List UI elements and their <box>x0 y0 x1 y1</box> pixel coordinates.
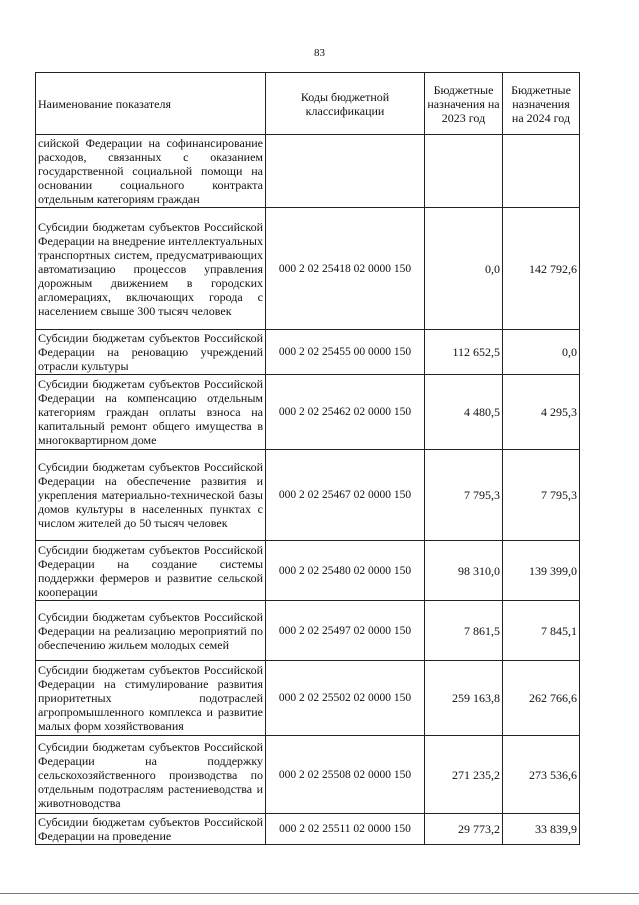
table-header-row <box>36 73 580 135</box>
value-2024: 33 839,9 <box>503 814 580 845</box>
value-2023: 4 480,5 <box>425 375 503 450</box>
value-2023: 0,0 <box>425 208 503 330</box>
value-2023: 98 310,0 <box>425 541 503 601</box>
table-row <box>36 601 580 661</box>
budget-code: 000 2 02 25418 02 0000 150 <box>266 208 425 330</box>
indicator-name: Субсидии бюджетам субъектов Российской Федерации на проведение <box>36 814 266 845</box>
page-number: 83 <box>314 47 325 59</box>
budget-code: 000 2 02 25462 02 0000 150 <box>266 375 425 450</box>
value-2023: 259 163,8 <box>425 661 503 736</box>
value-2024 <box>503 135 580 208</box>
indicator-name: Субсидии бюджетам субъектов Российской Федерации на поддержку сельскохозяйственного производства по отдельным подотраслям растениеводства и животноводства <box>36 736 266 814</box>
indicator-name: Субсидии бюджетам субъектов Российской Федерации на внедрение интеллектуальных транспортных систем, предусматривающих автоматизацию процессов управления дорожным движением в городских агломерациях, включающих города с населением свыше 300 тысяч человек <box>36 208 266 330</box>
value-2024: 0,0 <box>503 330 580 375</box>
value-2024: 139 399,0 <box>503 541 580 601</box>
table-row <box>36 661 580 736</box>
page-bottom-divider <box>0 893 639 894</box>
value-2023: 29 773,2 <box>425 814 503 845</box>
indicator-name: Субсидии бюджетам субъектов Российской Федерации на стимулирование развития приоритетных подотраслей агропромышленного комплекса и развитие малых форм хозяйствования <box>36 661 266 736</box>
budget-code: 000 2 02 25480 02 0000 150 <box>266 541 425 601</box>
budget-code: 000 2 02 25502 02 0000 150 <box>266 661 425 736</box>
table-row <box>36 375 580 450</box>
value-2023: 7 861,5 <box>425 601 503 661</box>
table-row <box>36 450 580 541</box>
budget-table <box>35 72 580 845</box>
value-2024: 262 766,6 <box>503 661 580 736</box>
budget-code: 000 2 02 25467 02 0000 150 <box>266 450 425 541</box>
indicator-name: Субсидии бюджетам субъектов Российской Федерации на компенсацию отдельным категориям граждан оплаты взноса на капитальный ремонт общего имущества в многоквартирном доме <box>36 375 266 450</box>
budget-code: 000 2 02 25497 02 0000 150 <box>266 601 425 661</box>
table-row <box>36 736 580 814</box>
value-2024: 142 792,6 <box>503 208 580 330</box>
table-row <box>36 330 580 375</box>
header-indicator-name: Наименование показателя <box>36 73 266 135</box>
indicator-name: Субсидии бюджетам субъектов Российской Федерации на обеспечение развития и укрепления материально-технической базы домов культуры в населенных пунктах с числом жителей до 50 тысяч человек <box>36 450 266 541</box>
indicator-name: Субсидии бюджетам субъектов Российской Федерации на создание системы поддержки фермеров и развитие сельской кооперации <box>36 541 266 601</box>
value-2024: 273 536,6 <box>503 736 580 814</box>
budget-code: 000 2 02 25508 02 0000 150 <box>266 736 425 814</box>
value-2024: 7 795,3 <box>503 450 580 541</box>
header-budget-2023: Бюджетные назначения на 2023 год <box>425 73 503 135</box>
table-row <box>36 208 580 330</box>
value-2024: 4 295,3 <box>503 375 580 450</box>
indicator-name: сийской Федерации на софинансирование расходов, связанных с оказанием государственной социальной помощи на основании социального контракта отдельным категориям граждан <box>36 135 266 208</box>
value-2023: 112 652,5 <box>425 330 503 375</box>
table-row <box>36 541 580 601</box>
value-2024: 7 845,1 <box>503 601 580 661</box>
value-2023: 271 235,2 <box>425 736 503 814</box>
value-2023: 7 795,3 <box>425 450 503 541</box>
budget-code: 000 2 02 25511 02 0000 150 <box>266 814 425 845</box>
table-row <box>36 135 580 208</box>
header-budget-2024: Бюджетные назначения на 2024 год <box>503 73 580 135</box>
budget-code: 000 2 02 25455 00 0000 150 <box>266 330 425 375</box>
budget-code <box>266 135 425 208</box>
indicator-name: Субсидии бюджетам субъектов Российской Федерации на реализацию мероприятий по обеспечению жильем молодых семей <box>36 601 266 661</box>
indicator-name: Субсидии бюджетам субъектов Российской Федерации на реновацию учреждений отрасли культуры <box>36 330 266 375</box>
header-budget-codes: Коды бюджетной классификации <box>266 73 425 135</box>
value-2023 <box>425 135 503 208</box>
table-row <box>36 814 580 845</box>
